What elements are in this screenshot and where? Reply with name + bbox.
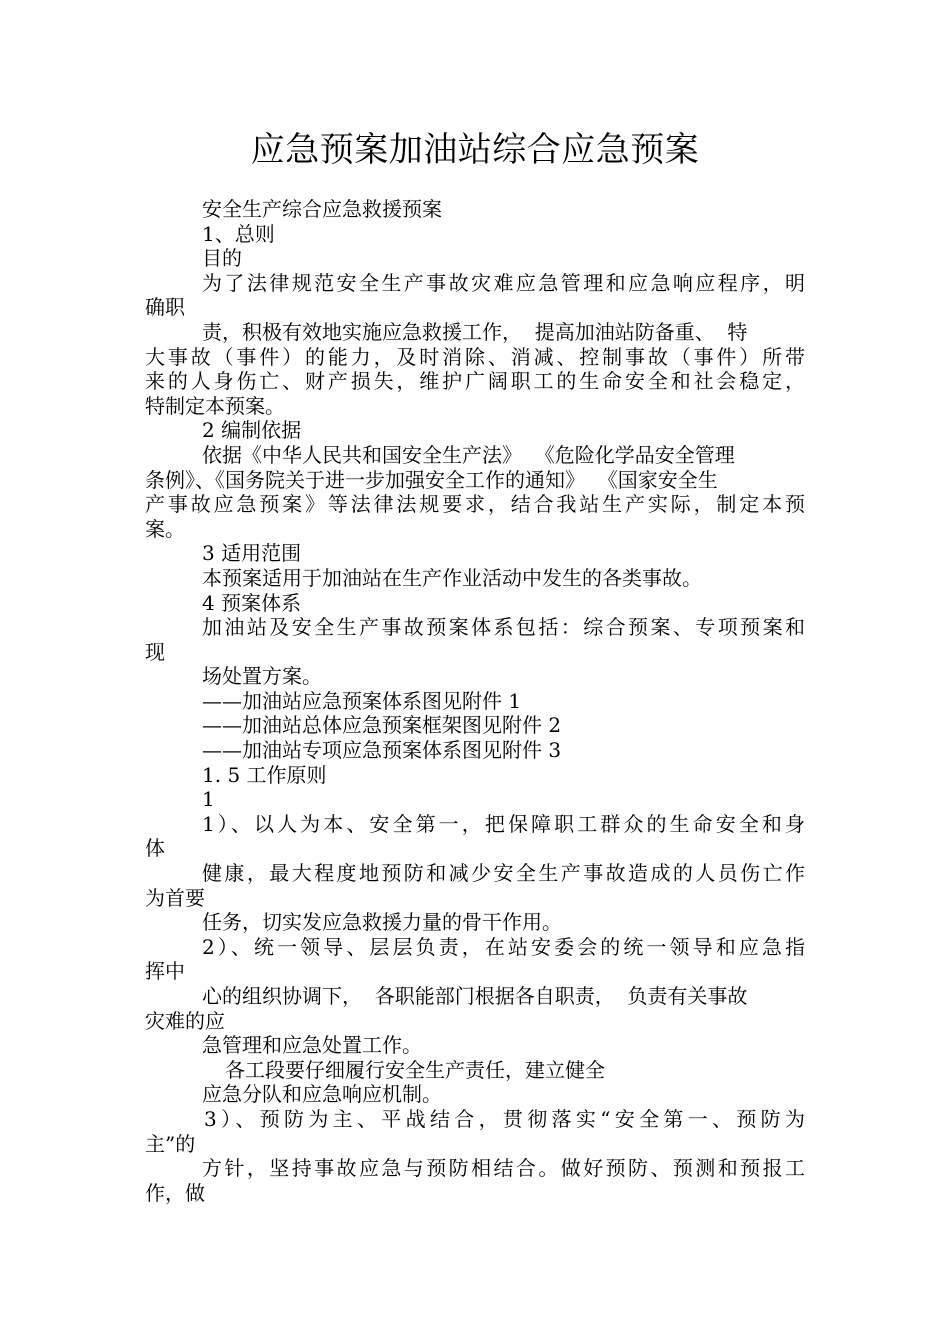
text-line: 1. 5 工作原则 — [202, 762, 327, 787]
text-line: 急管理和应急处置工作。 — [202, 1033, 422, 1058]
text-line: 加油站及安全生产事故预案体系包括：综合预案、专项预案和 — [202, 615, 805, 640]
text-line: 特制定本预案。 — [145, 393, 285, 418]
text-line: 3 适用范围 — [202, 541, 302, 566]
text-line: 1）、以人为本、安全第一，把保障职工群众的生命安全和身 — [202, 811, 805, 836]
text-line: 4 预案体系 — [202, 590, 302, 615]
text-line: 安全生产综合应急救援预案 — [202, 197, 442, 221]
text-line: 挥中 — [145, 959, 185, 984]
text-line: 2）、统一领导、层层负责，在站安委会的统一领导和应急指 — [202, 934, 805, 959]
text-line: 现 — [145, 639, 165, 664]
text-line: 案。 — [145, 516, 185, 541]
document-title: 应急预案加油站综合应急预案 — [250, 130, 700, 170]
text-line: 场处置方案。 — [202, 664, 322, 689]
text-line: 健康，最大程度地预防和减少安全生产事故造成的人员伤亡作 — [202, 861, 805, 886]
text-line: 目的 — [202, 246, 242, 271]
text-line: 产事故应急预案》等法律法规要求，结合我站生产实际，制定本预 — [145, 492, 805, 517]
text-line: 依据《中华人民共和国安全生产法》 《危险化学品安全管理 — [202, 442, 735, 467]
text-line: 灾难的应 — [145, 1008, 225, 1033]
text-line: 本预案适用于加油站在生产作业活动中发生的各类事故。 — [202, 565, 702, 590]
text-line: 条例》、《国务院关于进一步加强安全工作的通知》 《国家安全生 — [145, 467, 718, 492]
text-line: ——加油站专项应急预案体系图见附件 3 — [202, 738, 562, 763]
text-line: 为了法律规范安全生产事故灾难应急管理和应急响应程序，明 — [202, 270, 805, 295]
text-line: 3）、预防为主、平战结合，贯彻落实“安全第一、预防为 — [204, 1106, 805, 1131]
text-line: 1 — [202, 787, 215, 812]
text-line: 1、总则 — [202, 221, 275, 246]
text-line: 各工段要仔细履行安全生产责任，建立健全 — [225, 1057, 605, 1082]
text-line: 应急分队和应急响应机制。 — [202, 1082, 442, 1107]
text-line: ——加油站总体应急预案框架图见附件 2 — [202, 713, 562, 738]
text-line: 方针，坚持事故应急与预防相结合。做好预防、预测和预报工 — [202, 1156, 805, 1181]
document-body — [145, 197, 805, 1205]
text-line: 作，做 — [145, 1180, 205, 1205]
text-line: 任务，切实发应急救援力量的骨干作用。 — [202, 910, 562, 935]
text-line: 2 编制依据 — [202, 418, 302, 443]
text-line: ——加油站应急预案体系图见附件 1 — [202, 688, 522, 713]
text-line: 为首要 — [145, 885, 205, 910]
text-line: 确职 — [145, 295, 185, 320]
text-line: 体 — [145, 836, 165, 861]
text-line: 责，积极有效地实施应急救援工作， 提高加油站防备重、 特 — [202, 319, 748, 344]
text-line: 大事故（事件）的能力，及时消除、消减、控制事故（事件）所带 — [145, 344, 805, 369]
text-line: 心的组织协调下， 各职能部门根据各自职责， 负责有关事故 — [202, 984, 748, 1008]
text-line: 来的人身伤亡、财产损失，维护广阔职工的生命安全和社会稳定， — [145, 369, 805, 394]
text-line: 主”的 — [145, 1131, 196, 1156]
